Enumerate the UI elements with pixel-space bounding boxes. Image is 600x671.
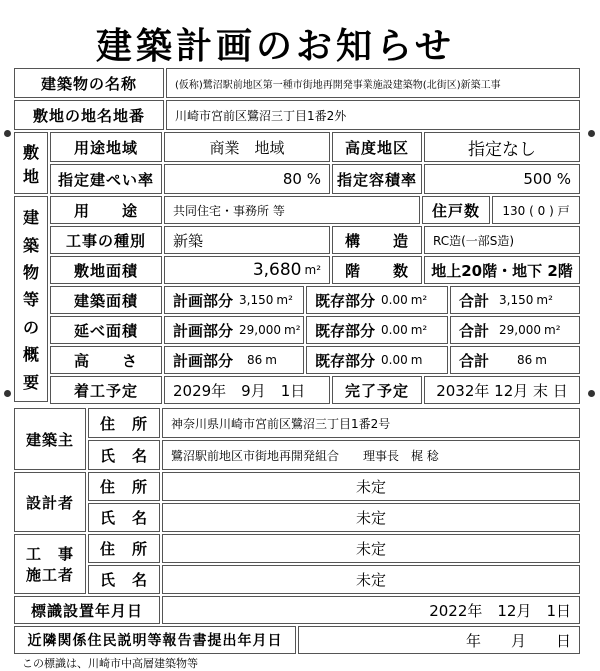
structure-value: RC造(一部S造) — [424, 226, 580, 254]
construction-type-label: 工事の種別 — [50, 226, 162, 254]
side-char: 概 — [22, 345, 39, 365]
side-label-building — [14, 196, 48, 402]
start-label: 着工予定 — [50, 376, 162, 404]
screw-icon — [588, 130, 595, 137]
plan-label: 計画部分 — [173, 351, 234, 370]
site-area-cell — [164, 256, 330, 284]
unit: m² — [410, 293, 428, 307]
completion-value: 2032年 12月 末 日 — [424, 376, 580, 404]
contractor-name-value: 未定 — [162, 565, 580, 594]
building-area-label: 建築面積 — [50, 286, 162, 314]
unit: m² — [536, 293, 553, 307]
height-total-value: 86 — [517, 353, 533, 367]
existing-label: 既存部分 — [315, 351, 376, 370]
total-label: 合計 — [459, 291, 490, 310]
side-label-site — [14, 132, 48, 194]
units-value: 130 ( 0 ) 戸 — [492, 196, 580, 224]
notice-title: 建築計画のお知らせ — [96, 25, 455, 67]
owner-address-value: 神奈川県川崎市宮前区鷺沼三丁目1番2号 — [162, 408, 580, 438]
unit: m — [410, 353, 423, 367]
site-area-unit: m² — [304, 263, 321, 277]
height-label: 高 さ — [50, 346, 162, 374]
owner-name-label: 氏 名 — [88, 440, 160, 470]
contractor-address-label: 住 所 — [88, 534, 160, 563]
report-date-label: 近隣関係住民説明等報告書提出年月日 — [14, 626, 296, 654]
floor-area-label: 延べ面積 — [50, 316, 162, 344]
use-label: 用 途 — [50, 196, 162, 224]
side-char: 等 — [22, 290, 39, 310]
start-value: 2029年 9月 1日 — [164, 376, 330, 404]
owner-name-value: 鷺沼駅前地区市街地再開発組合 理事長 梶 稔 — [162, 440, 580, 470]
sign-date-label: 標識設置年月日 — [14, 596, 160, 624]
contractor-label-line: 施工者 — [25, 566, 74, 584]
floor-area-existing-value: 0.00 — [381, 323, 408, 337]
site-area-label: 敷地面積 — [50, 256, 162, 284]
designer-address-label: 住 所 — [88, 472, 160, 501]
structure-label: 構 造 — [332, 226, 422, 254]
unit: m² — [284, 323, 301, 337]
floor-area-existing-cell — [306, 316, 448, 344]
building-area-existing-value: 0.00 — [381, 293, 408, 307]
building-name-value: (仮称)鷺沼駅前地区第一種市街地再開発事業施設建築物(北街区)新築工事 — [166, 68, 580, 98]
side-char: 築 — [22, 235, 39, 255]
site-area-value: 3,680 — [252, 260, 302, 280]
unit: m² — [276, 293, 293, 307]
total-label: 合計 — [459, 321, 490, 340]
building-area-total-value: 3,150 — [499, 293, 534, 307]
existing-label: 既存部分 — [315, 291, 376, 310]
contractor-label-line: 工 事 — [25, 545, 74, 563]
building-area-existing-cell — [306, 286, 448, 314]
side-char: の — [22, 317, 39, 337]
building-area-plan-cell — [164, 286, 304, 314]
use-value: 共同住宅・事務所 等 — [164, 196, 420, 224]
side-char: 建 — [22, 208, 39, 228]
far-label: 指定容積率 — [332, 164, 422, 194]
unit: m² — [544, 323, 561, 337]
floor-area-plan-value: 29,000 — [239, 323, 282, 337]
height-district-label: 高度地区 — [332, 132, 422, 162]
floor-area-plan-cell — [164, 316, 304, 344]
height-plan-cell — [164, 346, 304, 374]
side-char: 要 — [22, 372, 39, 392]
contractor-name-label: 氏 名 — [88, 565, 160, 594]
owner-label: 建築主 — [14, 408, 86, 470]
coverage-label: 指定建ぺい率 — [50, 164, 162, 194]
height-existing-cell — [306, 346, 448, 374]
site-address-value: 川崎市宮前区鷺沼三丁目1番2外 — [166, 100, 580, 130]
completion-label: 完了予定 — [332, 376, 422, 404]
coverage-value: 80 % — [164, 164, 330, 194]
floor-area-total-value: 29,000 — [499, 323, 542, 337]
designer-name-value: 未定 — [162, 503, 580, 532]
floor-area-total-cell — [450, 316, 580, 344]
designer-address-value: 未定 — [162, 472, 580, 501]
building-name-label: 建築物の名称 — [14, 68, 164, 98]
contractor-label — [14, 534, 86, 594]
existing-label: 既存部分 — [315, 321, 376, 340]
sign-date-value: 2022年 12月 1日 — [162, 596, 580, 624]
designer-name-label: 氏 名 — [88, 503, 160, 532]
owner-address-label: 住 所 — [88, 408, 160, 438]
height-plan-value: 86 — [247, 353, 263, 367]
designer-label: 設計者 — [14, 472, 86, 532]
floors-value: 地上20階・地下 2階 — [424, 256, 580, 284]
total-label: 合計 — [459, 351, 490, 370]
building-area-plan-value: 3,150 — [239, 293, 274, 307]
side-char: 敷 — [22, 142, 39, 162]
side-char: 物 — [22, 263, 39, 283]
site-address-label: 敷地の地名地番 — [14, 100, 164, 130]
screw-icon — [4, 130, 11, 137]
unit: m² — [410, 323, 428, 337]
construction-type-value: 新築 — [164, 226, 330, 254]
zoning-label: 用途地域 — [50, 132, 162, 162]
side-char: 地 — [22, 166, 39, 186]
screw-icon — [4, 390, 11, 397]
plan-label: 計画部分 — [173, 291, 234, 310]
building-area-total-cell — [450, 286, 580, 314]
unit: m — [265, 353, 277, 367]
unit: m — [535, 353, 547, 367]
screw-icon — [588, 390, 595, 397]
contractor-address-value: 未定 — [162, 534, 580, 563]
height-district-value: 指定なし — [424, 132, 580, 162]
far-value: 500 % — [424, 164, 580, 194]
floors-label: 階 数 — [332, 256, 422, 284]
zoning-value: 商業 地域 — [164, 132, 330, 162]
height-total-cell — [450, 346, 580, 374]
height-existing-value: 0.00 — [381, 353, 408, 367]
plan-label: 計画部分 — [173, 321, 234, 340]
footer-note: この標識は、川崎市中高層建築物等 — [22, 657, 198, 670]
report-date-value: 年 月 日 — [298, 626, 580, 654]
units-label: 住戸数 — [422, 196, 490, 224]
